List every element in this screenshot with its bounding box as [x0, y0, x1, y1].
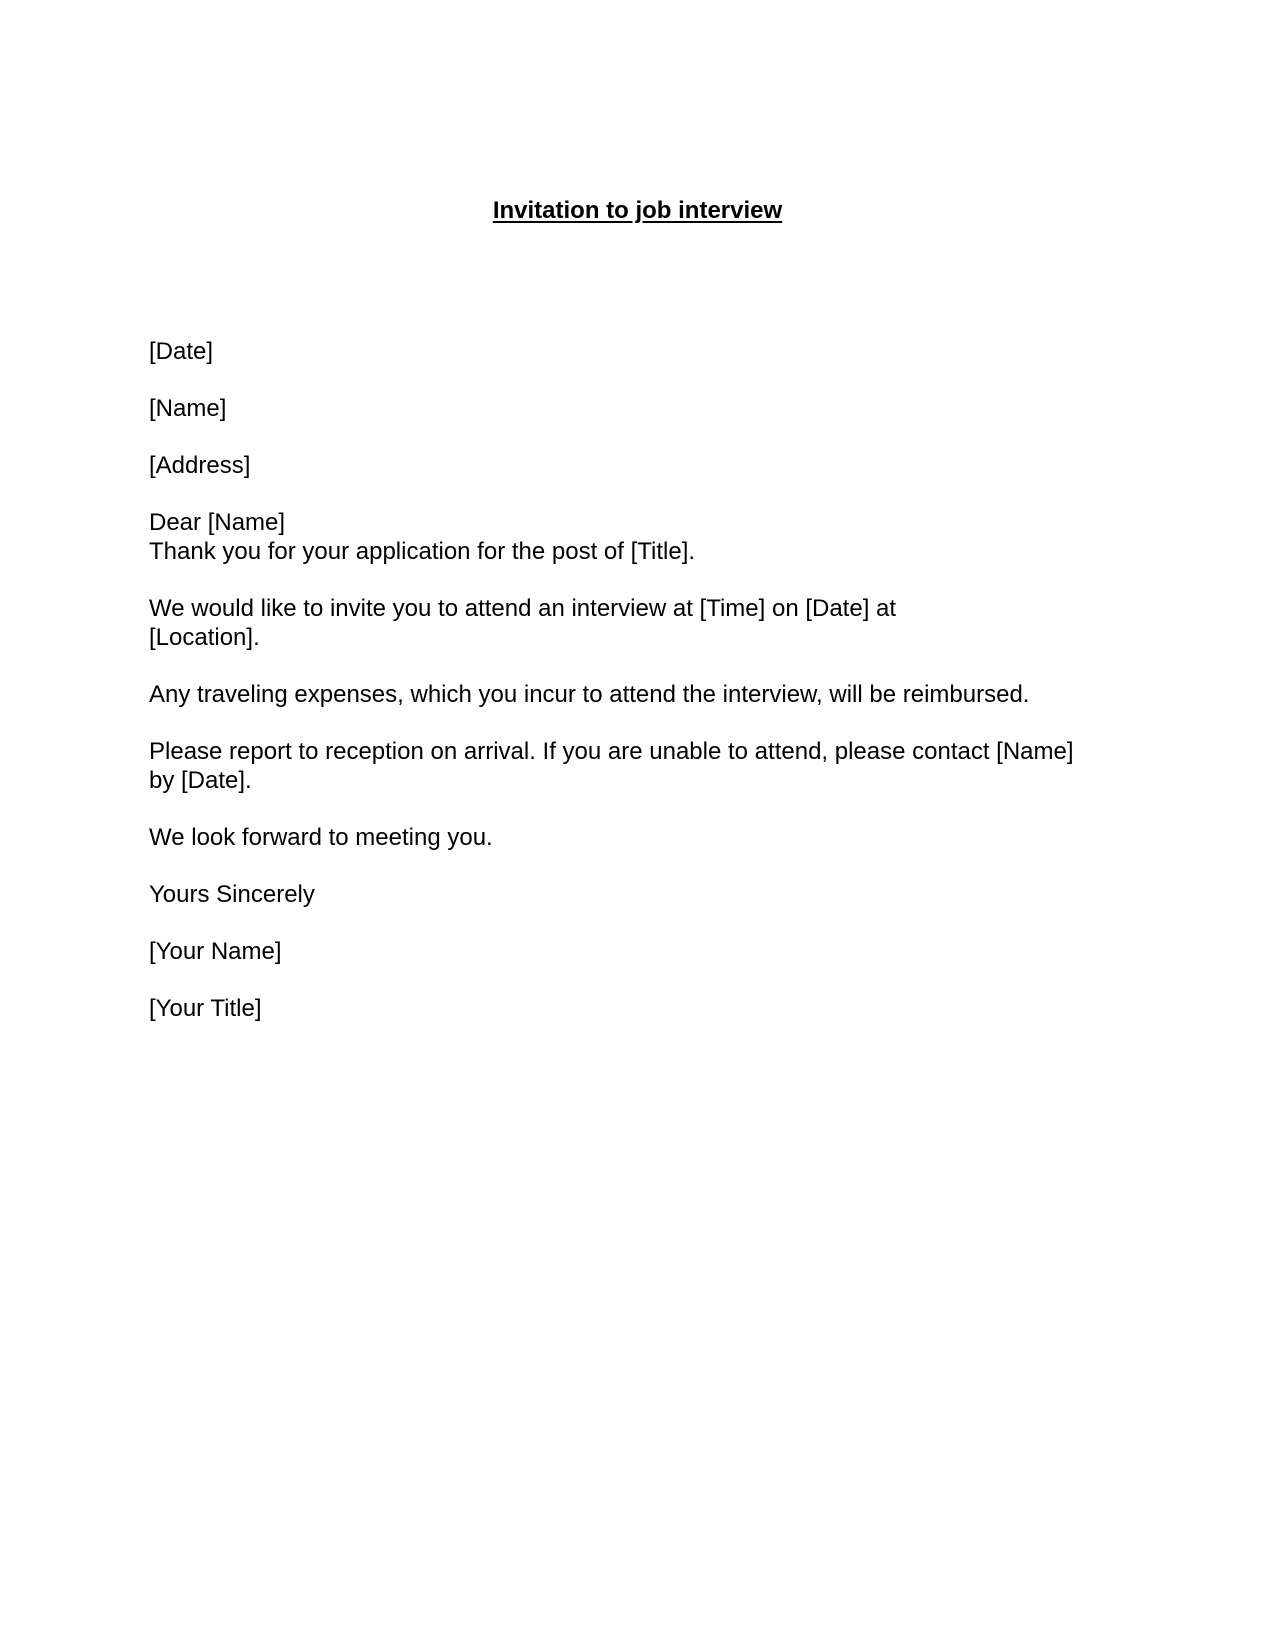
sender-name: [Your Name]: [149, 938, 282, 965]
invite-paragraph-line-2: [Location].: [149, 624, 260, 651]
sign-off: Yours Sincerely: [149, 881, 315, 908]
letter-title: Invitation to job interview: [492, 197, 783, 224]
date-placeholder: [Date]: [149, 338, 214, 365]
thanks-paragraph: Thank you for your application for the post of [Title].: [149, 538, 696, 565]
recipient-address: [Address]: [149, 452, 251, 479]
recipient-name: [Name]: [149, 395, 227, 422]
invite-paragraph-line-1: We would like to invite you to attend an interview at [Time] on [Date] at: [149, 595, 897, 622]
report-paragraph-line-1: Please report to reception on arrival. If you are unable to attend, please contact [Name]: [149, 738, 1074, 765]
report-paragraph-line-2: by [Date].: [149, 767, 252, 794]
closing-remark: We look forward to meeting you.: [149, 824, 493, 851]
sender-title: [Your Title]: [149, 995, 262, 1022]
salutation: Dear [Name]: [149, 509, 286, 536]
expenses-paragraph: Any traveling expenses, which you incur to attend the interview, will be reimbursed.: [149, 681, 1030, 708]
